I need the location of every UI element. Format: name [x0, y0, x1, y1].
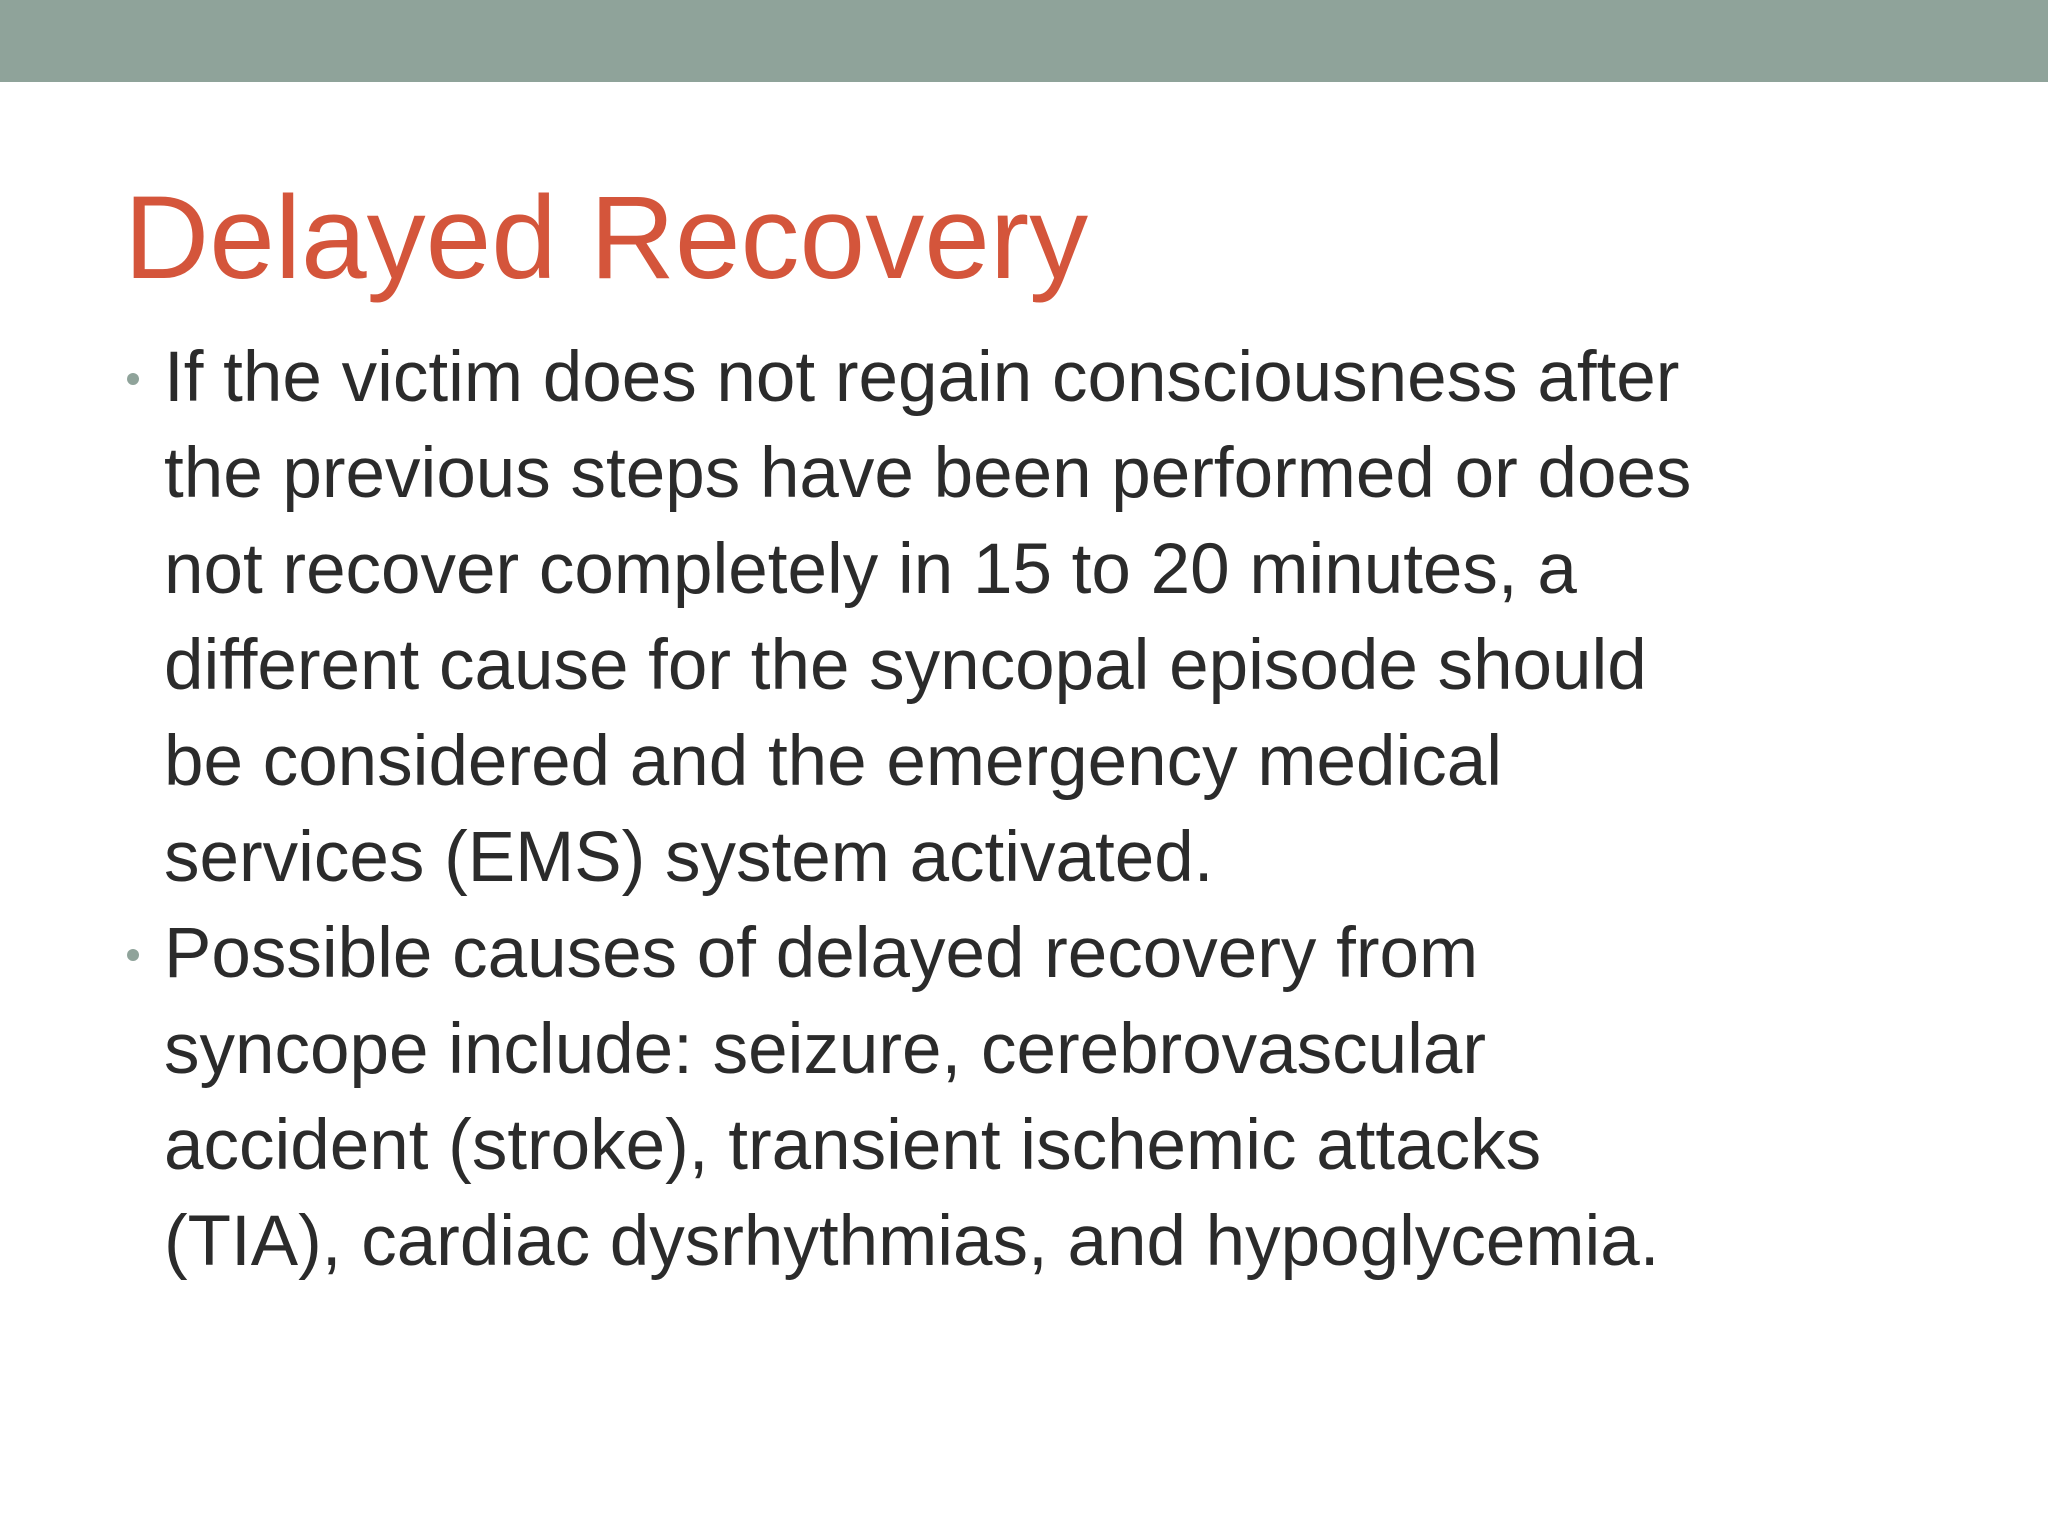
bullet-dot-icon — [127, 373, 139, 385]
bullet-text-line: be considered and the emergency medical — [164, 722, 1502, 801]
slide-header-bar — [0, 0, 2048, 82]
bullet-text-line: different cause for the syncopal episode should — [164, 626, 1647, 705]
bullet-item — [124, 906, 1944, 1290]
bullet-text-line: If the victim does not regain consciousness after — [164, 338, 1680, 417]
bullet-text-line: the previous steps have been performed or does — [164, 434, 1692, 513]
bullet-text-line: syncope include: seizure, cerebrovascular — [164, 1010, 1487, 1089]
bullet-text-line: not recover completely in 15 to 20 minutes, a — [164, 530, 1577, 609]
bullet-list — [124, 330, 1944, 1290]
bullet-text-line: accident (stroke), transient ischemic attacks — [164, 1106, 1542, 1185]
bullet-item — [124, 330, 1944, 906]
bullet-text-line: Possible causes of delayed recovery from — [164, 914, 1479, 993]
bullet-dot-icon — [127, 949, 139, 961]
slide-title: Delayed Recovery — [124, 172, 1089, 304]
bullet-text-line: services (EMS) system activated. — [164, 818, 1214, 897]
bullet-text-line: (TIA), cardiac dysrhythmias, and hypoglycemia. — [164, 1202, 1660, 1281]
